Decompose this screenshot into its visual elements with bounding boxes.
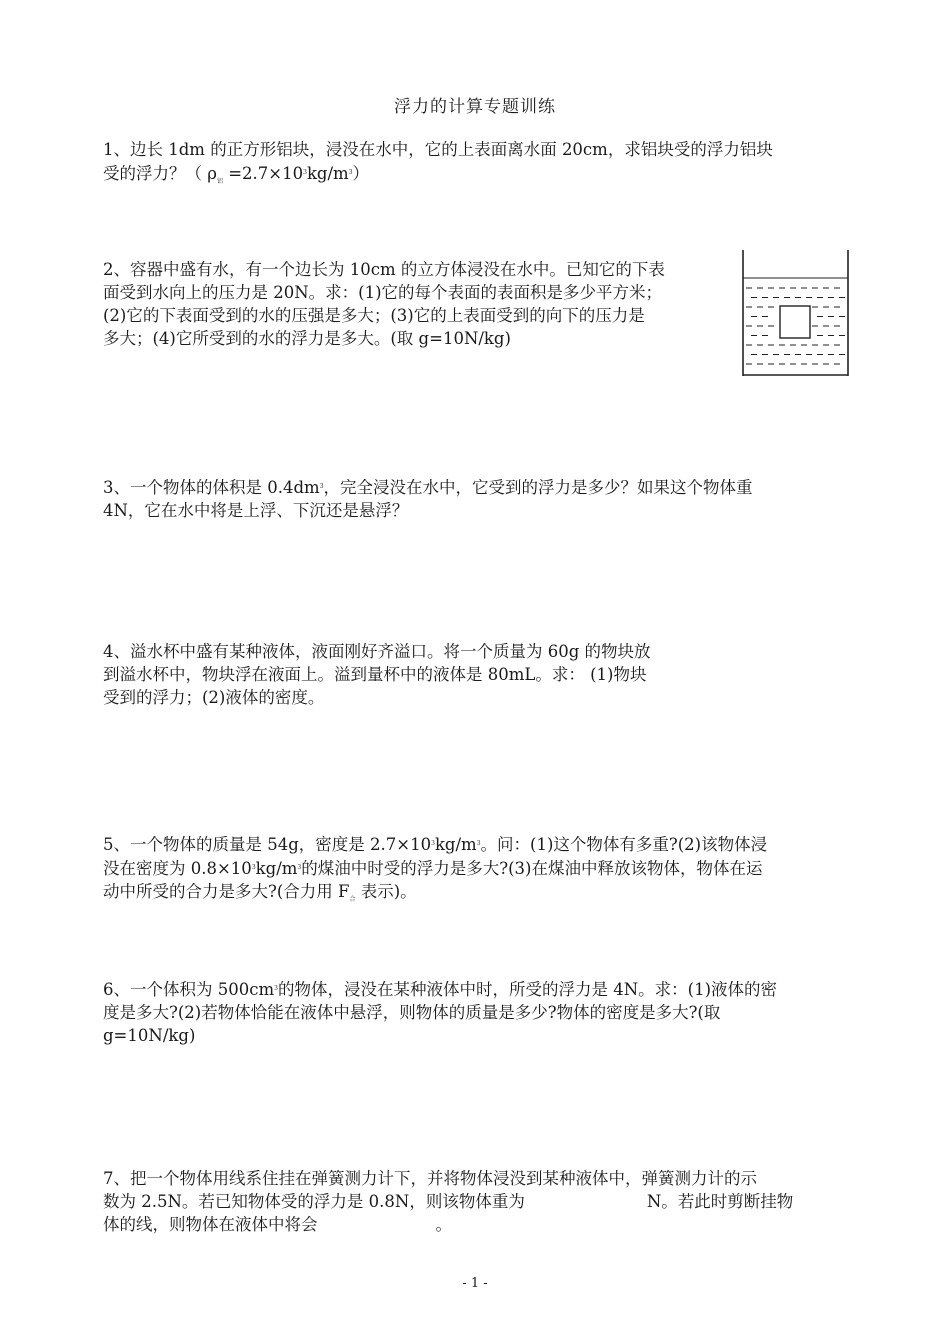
question-2-line-4: 多大；(4)它所受到的水的浮力是多大。(取 g=10N/kg) bbox=[103, 329, 511, 348]
aluminum-subscript: 铝 bbox=[216, 178, 223, 185]
exponent: 3 bbox=[319, 483, 324, 490]
question-4-line-1: 4、溢水杯中盛有某种液体，液面刚好齐溢口。将一个质量为 60g 的物块放 bbox=[103, 642, 651, 661]
question-3-text-b: ，完全浸没在水中，它受到的浮力是多少？如果这个物体重 bbox=[323, 478, 753, 497]
question-6-line-3: g=10N/kg) bbox=[103, 1026, 196, 1045]
page-title: 浮力的计算专题训练 bbox=[394, 97, 556, 117]
question-5 bbox=[103, 832, 767, 911]
question-5-line-1 bbox=[103, 832, 767, 856]
question-4 bbox=[103, 640, 651, 709]
question-5-text-b: kg/m bbox=[434, 835, 477, 854]
question-6-text-a: 6、一个体积为 500cm bbox=[103, 980, 275, 999]
question-5-text-a: 5、一个物体的质量是 54g，密度是 2.7×10 bbox=[103, 835, 432, 854]
question-6 bbox=[103, 977, 777, 1047]
question-7-text-b: N。若此时剪断挂物 bbox=[646, 1192, 794, 1211]
question-7-line-3 bbox=[103, 1213, 793, 1236]
exponent: 3 bbox=[297, 864, 302, 871]
exponent: 3 bbox=[303, 169, 307, 176]
question-1 bbox=[103, 138, 773, 193]
question-7-line-2 bbox=[103, 1190, 793, 1213]
question-7-text-c: 体的线，则物体在液体中将会 bbox=[103, 1215, 318, 1234]
exponent: 3 bbox=[476, 840, 481, 847]
resultant-subscript: 合 bbox=[349, 896, 356, 903]
question-3-line-2: 4N，它在水中将是上浮、下沉还是悬浮？ bbox=[103, 501, 409, 520]
exponent: 3 bbox=[274, 985, 278, 992]
question-3 bbox=[103, 475, 753, 522]
question-5-line-3 bbox=[103, 880, 767, 911]
exponent: 3 bbox=[348, 169, 353, 176]
question-1-text-a: 受的浮力？（ ρ bbox=[103, 164, 217, 183]
question-4-line-3: 受到的浮力；(2)液体的密度。 bbox=[103, 688, 325, 707]
question-1-text-c: kg/m bbox=[306, 164, 349, 183]
question-3-text-a: 3、一个物体的体积是 0.4dm bbox=[103, 478, 320, 497]
question-5-text-h: 表示)。 bbox=[355, 882, 417, 901]
exponent: 3 bbox=[251, 864, 256, 871]
question-2 bbox=[103, 258, 665, 350]
question-7-line-1: 7、把一个物体用线系住挂在弹簧测力计下，并将物体浸没到某种液体中，弹簧测力计的示 bbox=[103, 1169, 757, 1188]
question-5-text-c: 。问：(1)这个物体有多重?(2)该物体浸 bbox=[480, 835, 768, 854]
water-container-figure bbox=[742, 250, 850, 382]
question-5-line-2 bbox=[103, 856, 767, 880]
question-6-text-b: 的物体，浸没在某种液体中时，所受的浮力是 4N。求：(1)液体的密 bbox=[277, 980, 778, 999]
question-1-line-1: 1、边长 1dm 的正方形铝块，浸没在水中，它的上表面离水面 20cm，求铝块受的浮力铝块 bbox=[103, 140, 773, 159]
question-1-text-d: ） bbox=[352, 164, 370, 183]
page-number: - 1 - bbox=[462, 1276, 488, 1291]
question-5-text-e: kg/m bbox=[255, 859, 298, 878]
question-2-line-3: (2)它的下表面受到的水的压强是多大；(3)它的上表面受到的向下的压力是 bbox=[103, 306, 645, 325]
question-6-line-2: 度是多大?(2)若物体恰能在液体中悬浮，则物体的质量是多少?物体的密度是多大?(取 bbox=[103, 1003, 721, 1022]
question-2-line-1: 2、容器中盛有水，有一个边长为 10cm 的立方体浸没在水中。已知它的下表 bbox=[103, 260, 665, 279]
question-7-text-d: 。 bbox=[435, 1215, 452, 1234]
question-1-line-2 bbox=[103, 161, 773, 193]
question-5-text-d: 没在密度为 0.8×10 bbox=[103, 859, 252, 878]
question-4-line-2: 到溢水杯中，物块浮在液面上。溢到量杯中的液体是 80mL。求： (1)物块 bbox=[103, 665, 647, 684]
question-7-text-a: 数为 2.5N。若已知物体受的浮力是 0.8N，则该物体重为 bbox=[103, 1192, 525, 1211]
question-2-line-2: 面受到水向上的压力是 20N。求：(1)它的每个表面的表面积是多少平方米； bbox=[103, 283, 663, 302]
question-3-line-1 bbox=[103, 475, 753, 499]
question-6-line-1 bbox=[103, 977, 777, 1001]
question-5-text-g: 动中所受的合力是多大?(合力用 F bbox=[103, 882, 350, 901]
question-5-text-f: 的煤油中时受的浮力是多大?(3)在煤油中释放该物体，物体在运 bbox=[301, 859, 763, 878]
container-with-cube-diagram bbox=[742, 250, 850, 378]
exponent: 3 bbox=[431, 840, 435, 847]
question-7 bbox=[103, 1167, 793, 1236]
question-1-text-b: =2.7×10 bbox=[222, 164, 304, 183]
